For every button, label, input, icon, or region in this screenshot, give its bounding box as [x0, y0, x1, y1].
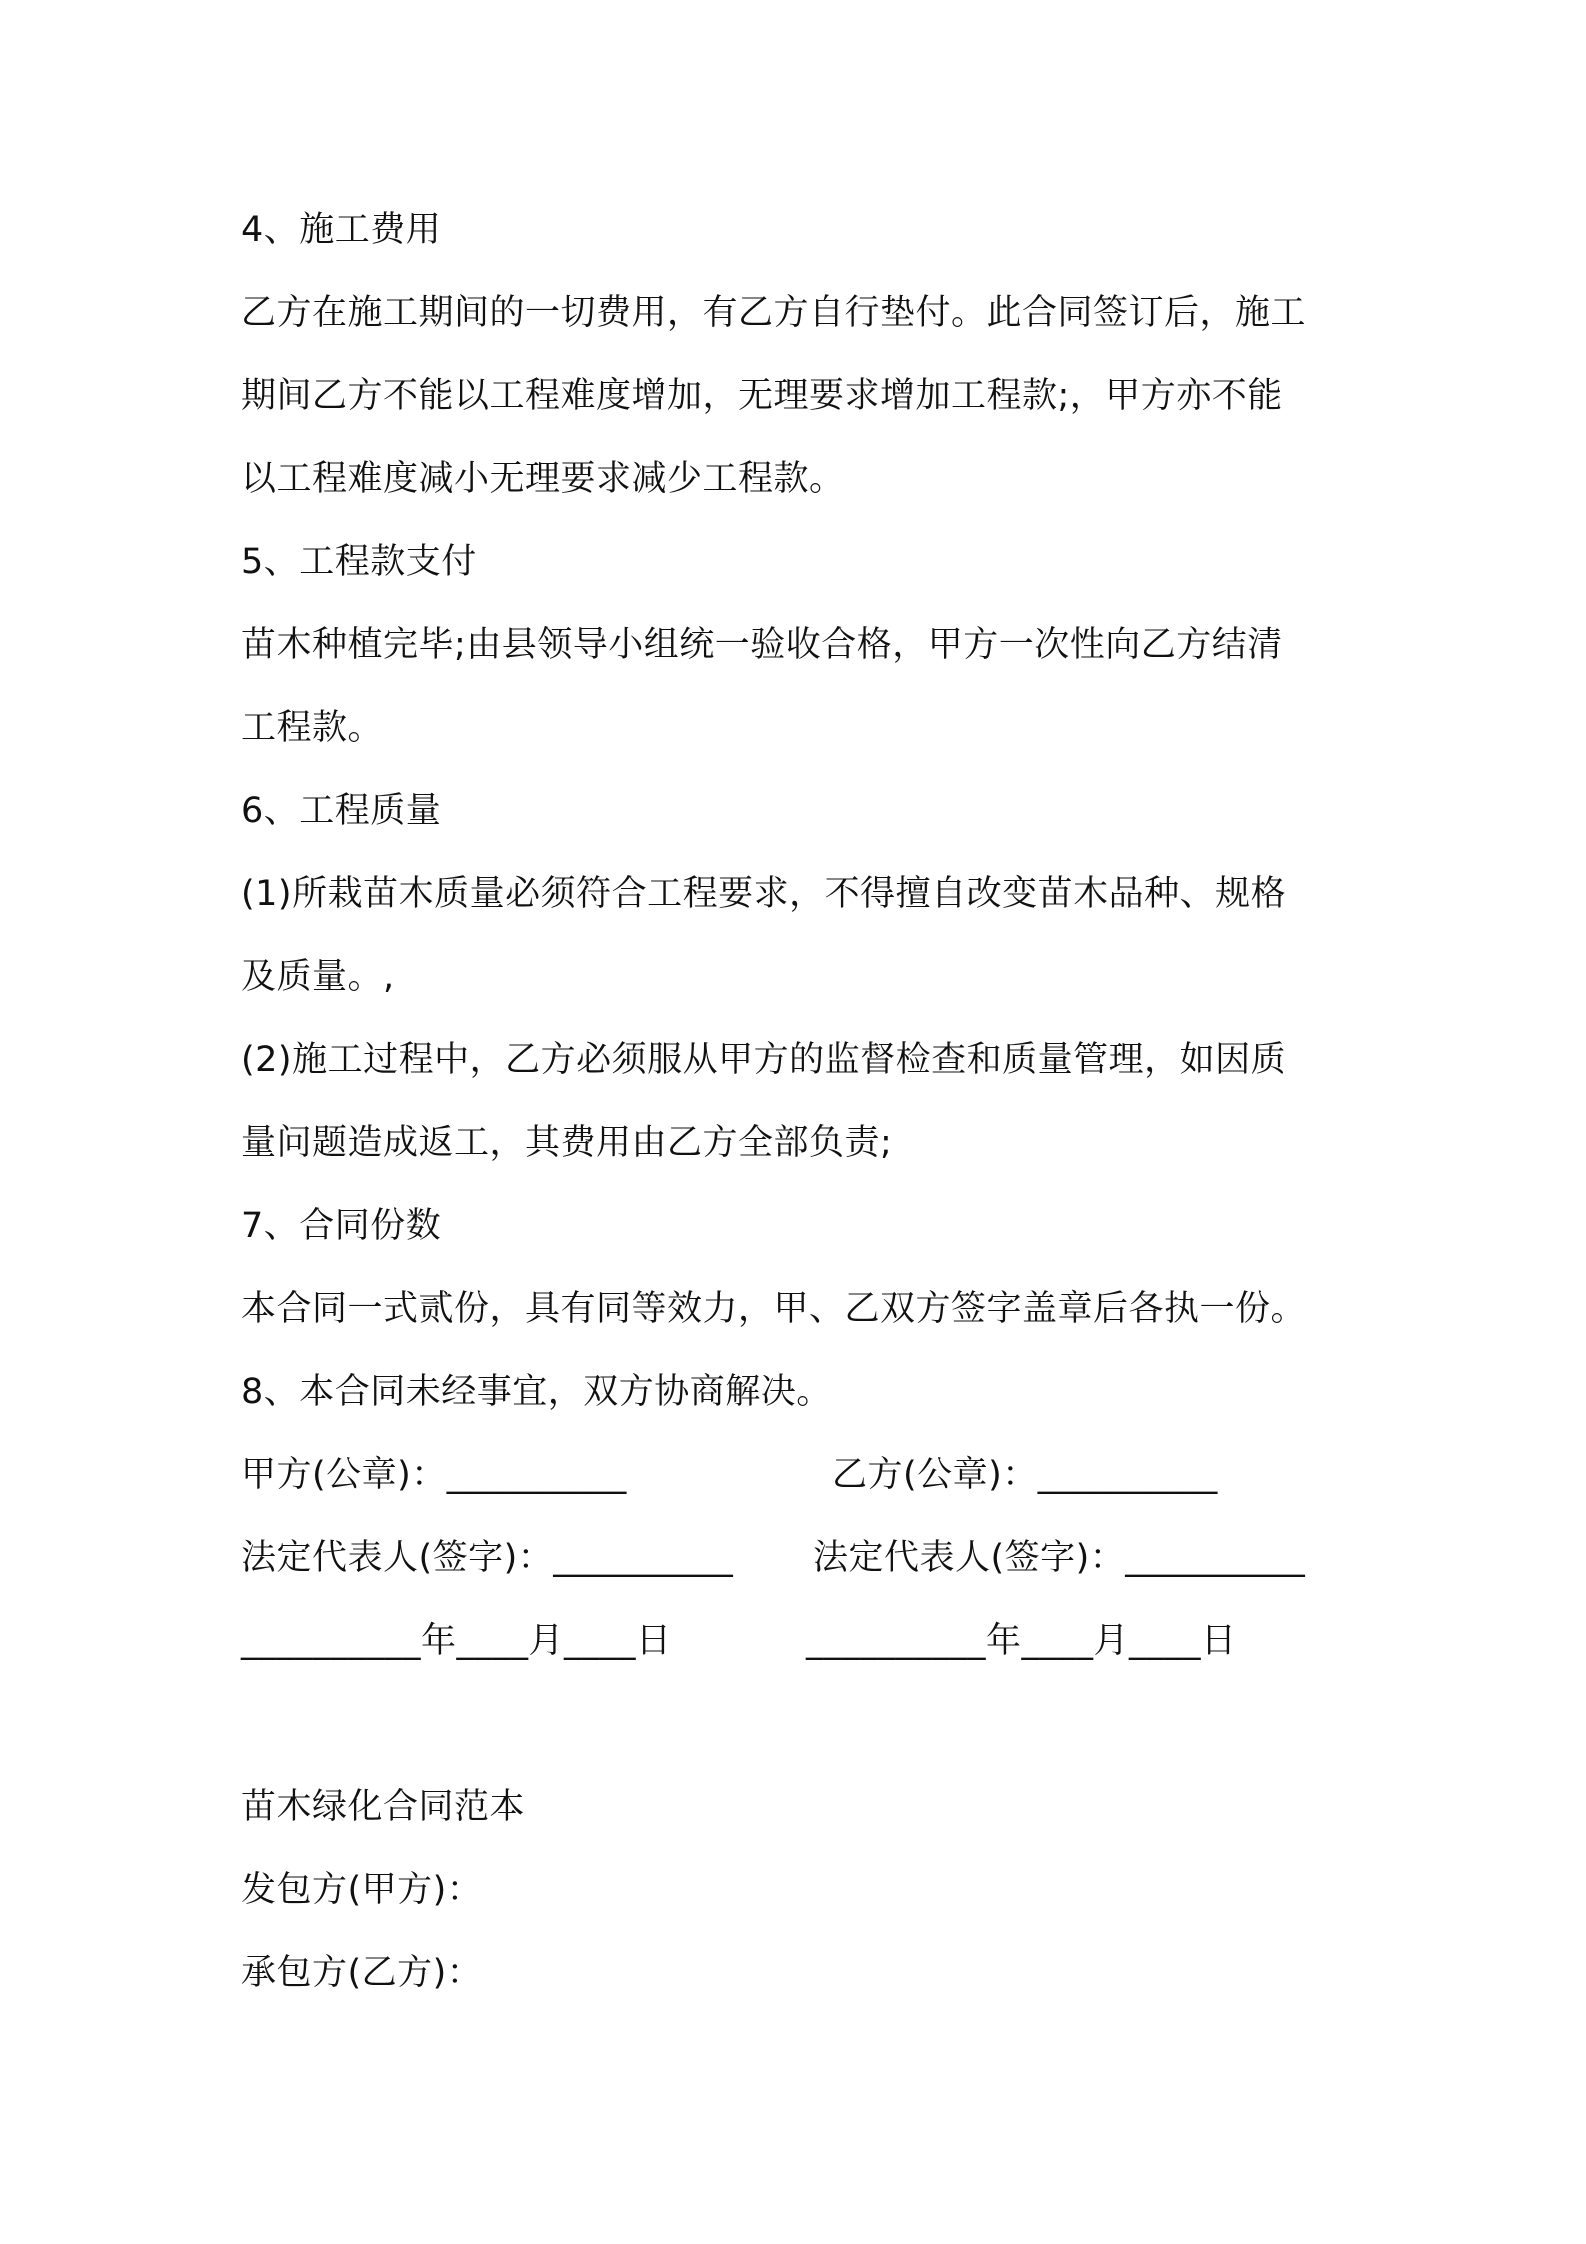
party-b-representative-field: 法定代表人(签字)：__________ [813, 1538, 1306, 1578]
party-a-date-field: __________年____月____日 [241, 1621, 672, 1661]
section-5-paragraph-line-1: 苗木种植完毕;由县领导小组统一验收合格，甲方一次性向乙方结清 [241, 625, 1283, 665]
section-6-item-2-line-1: (2)施工过程中，乙方必须服从甲方的监督检查和质量管理，如因质 [241, 1040, 1287, 1080]
section-5-paragraph-line-2: 工程款。 [241, 708, 384, 748]
section-6-heading: 6、工程质量 [241, 791, 442, 831]
section-4-paragraph-line-1: 乙方在施工期间的一切费用，有乙方自行垫付。此合同签订后，施工 [241, 293, 1307, 333]
section-8-heading: 8、本合同未经事宜，双方协商解决。 [241, 1372, 832, 1412]
party-a-seal-field: 甲方(公章)：__________ [241, 1455, 627, 1495]
section-7-paragraph: 本合同一式贰份，具有同等效力，甲、乙双方签字盖章后各执一份。 [241, 1289, 1307, 1329]
section-6-item-1-line-2: 及质量。, [241, 957, 395, 997]
section-6-item-1-line-1: (1)所栽苗木质量必须符合工程要求，不得擅自改变苗木品种、规格 [241, 874, 1287, 914]
party-b-date-field: __________年____月____日 [806, 1621, 1237, 1661]
party-b-seal-field: 乙方(公章)：__________ [832, 1455, 1218, 1495]
section-5-heading: 5、工程款支付 [241, 542, 477, 582]
section-4-heading: 4、施工费用 [241, 210, 442, 250]
contractor-party-label: 承包方(乙方)： [241, 1953, 483, 1993]
party-a-representative-field: 法定代表人(签字)：__________ [241, 1538, 734, 1578]
employer-party-label: 发包方(甲方)： [241, 1870, 483, 1910]
section-4-paragraph-line-3: 以工程难度减小无理要求减少工程款。 [241, 459, 845, 499]
section-6-item-2-line-2: 量问题造成返工，其费用由乙方全部负责; [241, 1123, 893, 1163]
section-4-paragraph-line-2: 期间乙方不能以工程难度增加，无理要求增加工程款;，甲方亦不能 [241, 376, 1283, 416]
section-7-heading: 7、合同份数 [241, 1206, 442, 1246]
next-document-title: 苗木绿化合同范本 [241, 1787, 526, 1827]
